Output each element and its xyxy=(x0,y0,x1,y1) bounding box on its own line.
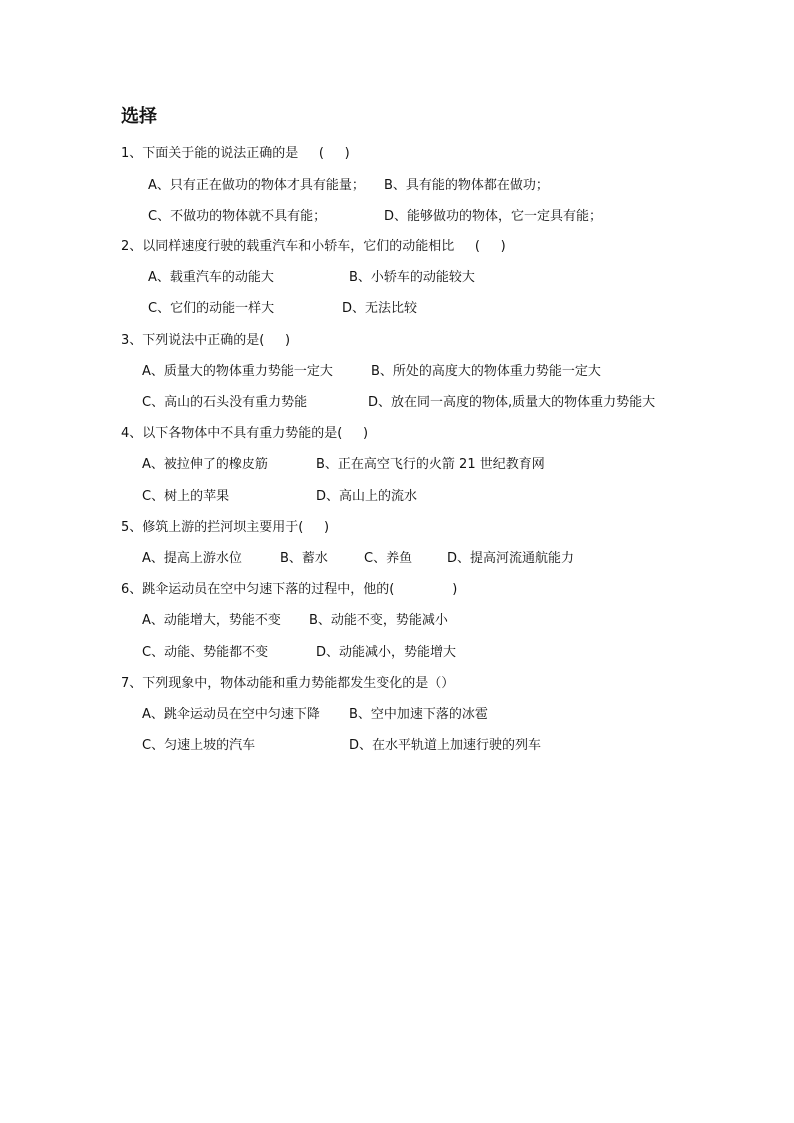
question-7-option-b: B、空中加速下落的冰雹 xyxy=(349,707,488,722)
question-7-option-d: D、在水平轨道上加速行驶的列车 xyxy=(349,738,542,753)
question-4-option-d: D、高山上的流水 xyxy=(316,489,418,504)
question-5-option-c: C、养鱼 xyxy=(364,551,413,566)
question-2-option-a: A、载重汽车的动能大 xyxy=(148,270,274,285)
question-1-option-b: B、具有能的物体都在做功； xyxy=(384,178,549,193)
question-6-option-c: C、动能、势能都不变 xyxy=(142,645,269,660)
question-3-stem: 3、下列说法中正确的是( ) xyxy=(121,333,291,348)
question-5-option-a: A、提高上游水位 xyxy=(142,551,242,566)
question-1-option-c: C、不做功的物体就不具有能； xyxy=(148,209,327,224)
question-3-option-d: D、放在同一高度的物体,质量大的物体重力势能大 xyxy=(368,395,656,410)
question-5-option-d: D、提高河流通航能力 xyxy=(447,551,575,566)
question-7-stem: 7、下列现象中，物体动能和重力势能都发生变化的是（） xyxy=(121,676,455,691)
question-1-option-d: D、能够做功的物体，它一定具有能； xyxy=(384,209,603,224)
question-6-stem: 6、跳伞运动员在空中匀速下落的过程中，他的( ) xyxy=(121,582,458,597)
question-2-stem: 2、以同样速度行驶的载重汽车和小轿车，它们的动能相比 ( ) xyxy=(121,239,506,254)
question-2-option-b: B、小轿车的动能较大 xyxy=(349,270,475,285)
question-6-option-a: A、动能增大，势能不变 xyxy=(142,613,281,628)
question-7-option-a: A、跳伞运动员在空中匀速下降 xyxy=(142,707,320,722)
question-3-option-a: A、质量大的物体重力势能一定大 xyxy=(142,364,333,379)
question-5-option-b: B、蓄水 xyxy=(280,551,328,566)
question-1-option-a: A、只有正在做功的物体才具有能量； xyxy=(148,178,365,193)
question-6-option-b: B、动能不变，势能减小 xyxy=(309,613,448,628)
question-4-option-b: B、正在高空飞行的火箭 21 世纪教育网 xyxy=(316,457,545,472)
question-3-option-b: B、所处的高度大的物体重力势能一定大 xyxy=(371,364,601,379)
question-2-option-d: D、无法比较 xyxy=(342,301,418,316)
question-2-option-c: C、它们的动能一样大 xyxy=(148,301,275,316)
question-7-option-c: C、匀速上坡的汽车 xyxy=(142,738,256,753)
section-title: 选择 xyxy=(121,106,157,127)
question-1-stem: 1、下面关于能的说法正确的是 ( ) xyxy=(121,146,350,161)
question-4-option-c: C、树上的苹果 xyxy=(142,489,230,504)
question-5-stem: 5、修筑上游的拦河坝主要用于( ) xyxy=(121,520,330,535)
question-4-option-a: A、被拉伸了的橡皮筋 xyxy=(142,457,268,472)
question-3-option-c: C、高山的石头没有重力势能 xyxy=(142,395,308,410)
question-4-stem: 4、以下各物体中不具有重力势能的是( ) xyxy=(121,426,369,441)
question-6-option-d: D、动能减小，势能增大 xyxy=(316,645,457,660)
